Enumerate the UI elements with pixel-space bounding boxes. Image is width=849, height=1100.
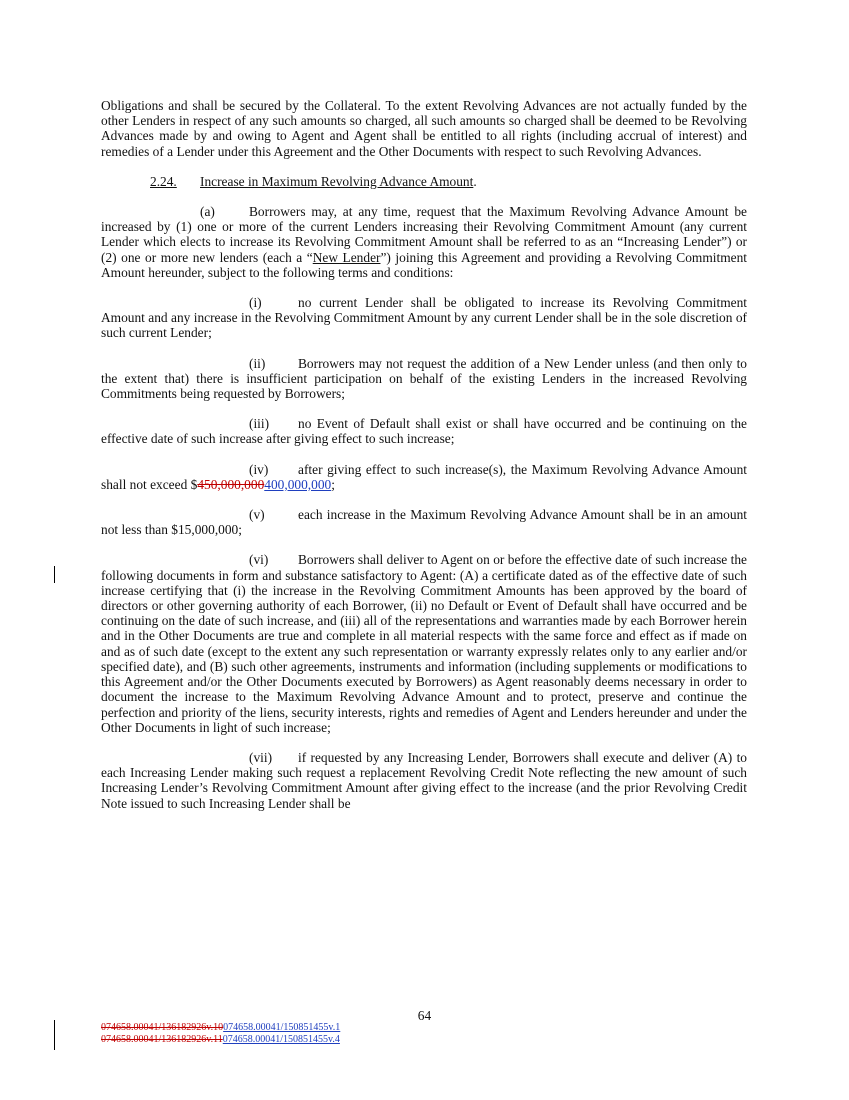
section-title-period: . — [473, 173, 477, 189]
item-v-label: (v) — [249, 507, 265, 523]
item-iv — [101, 462, 747, 492]
change-bar-footer — [54, 1020, 55, 1050]
paragraph-a-text-post: ”) joining this Agreement and providing a Revolving Commitment Amount hereunder, subject to the following terms and conditions: — [101, 249, 747, 280]
defined-term-new-lender: New Lender — [312, 249, 381, 265]
document-id-footer — [101, 1022, 340, 1046]
opening-paragraph: Obligations and shall be secured by the Collateral. To the extent Revolving Advances are not actually funded by the other Lenders in respect of any such amounts so charged, all such amounts so charged shall be deemed to be Revolving Advances made by and owing to Agent and Agent shall be entitled to all rights (including accrual of interest) and remedies of a Lender under this Agreement and the Other Documents with respect to such Revolving Advances. — [101, 98, 747, 159]
deleted-amount: 450,000,000 — [197, 476, 265, 492]
item-iii-text: no Event of Default shall exist or shall have occurred and be continuing on the effective date of such increase after giving effect to such increase; — [101, 416, 747, 447]
item-vii-label: (vii) — [249, 749, 273, 765]
item-iv-text-pre: after giving effect to such increase(s), the Maximum Revolving Advance Amount shall not exceed $ — [101, 461, 747, 492]
item-iii — [101, 416, 747, 446]
item-iv-label: (iv) — [249, 461, 269, 477]
document-id-line-2 — [101, 1034, 340, 1046]
item-ii-text: Borrowers may not request the addition of a New Lender unless (and then only to the extent that) there is insufficient participation on behalf of the existing Lenders in the increased Revolving Commitments being requested by Borrowers; — [101, 355, 747, 402]
document-id-deleted-2: 074658.00041/136182926v.11 — [101, 1034, 223, 1045]
page-number: 64 — [417, 1008, 432, 1023]
item-i-text: no current Lender shall be obligated to increase its Revolving Commitment Amount and any increase in the Revolving Commitment Amount by any current Lender shall be in the sole discretion of such current Lender; — [101, 295, 747, 341]
item-vi-text: Borrowers shall deliver to Agent on or before the effective date of such increase the following documents in form and substance satisfactory to Agent: (A) a certificate dated as of the effective date of such increase certifying that (i) the increase in the Revolving Commitment Amounts has been approved by the board of directors or other governing authority of each Borrower, (ii) no Default or Event of Default shall have occurred and be continuing on the date of such increase, and (iii) all of the representations and warranties made by each Borrower herein and in the Other Documents are true and complete in all material respects with the same force and effect as if made on and as of such date (except to the extent any such representation or warranty expressly relates only to any earlier and/or specified date), and (B) such other agreements, instruments and information (including supplements or modifications to this Agreement and/or the Other Documents executed by Borrowers) as Agent reasonably deems necessary in order to document the increase to the Maximum Revolving Advance Amount and to protect, preserve and continue the perfection and priority of the liens, security interests, rights and remedies of Agent and Lenders hereunder and under the Other Documents in light of such increase; — [101, 552, 747, 735]
document-body — [101, 98, 747, 811]
document-id-deleted-1: 074658.00041/136182926v.10 — [101, 1022, 224, 1033]
item-i — [101, 295, 747, 341]
item-ii — [101, 356, 747, 402]
item-ii-label: (ii) — [249, 355, 266, 371]
item-v-text: each increase in the Maximum Revolving Advance Amount shall be in an amount not less than $15,000,000; — [101, 507, 747, 538]
item-iv-text-post: ; — [331, 476, 335, 492]
item-vii-text: if requested by any Increasing Lender, Borrowers shall execute and deliver (A) to each Increasing Lender making such request a replacement Revolving Credit Note reflecting the new amount of such Increasing Lender’s Revolving Commitment Amount after giving effect to the increase (and the prior Revolving Credit Note issued to such Increasing Lender shall be — [101, 749, 747, 811]
paragraph-a — [101, 204, 747, 280]
paragraph-a-label: (a) — [200, 204, 215, 220]
item-vi — [101, 552, 747, 734]
item-vi-label: (vi) — [249, 552, 269, 568]
change-bar-amount — [54, 566, 55, 583]
section-number: 2.24. — [150, 173, 177, 189]
inserted-amount: 400,000,000 — [264, 476, 332, 492]
document-id-inserted-2: 074658.00041/150851455v.4 — [222, 1034, 340, 1045]
section-heading — [150, 174, 747, 189]
section-title: Increase in Maximum Revolving Advance Amount — [200, 173, 474, 189]
document-id-line-1 — [101, 1022, 340, 1034]
item-v — [101, 507, 747, 537]
item-vii — [101, 750, 747, 811]
item-i-label: (i) — [249, 295, 262, 311]
paragraph-a-text-pre: Borrowers may, at any time, request that the Maximum Revolving Advance Amount be increased by (1) one or more of the current Lenders increasing their Revolving Commitment Amount (any current Lender which elects to increase its Revolving Commitment Amount shall be referred to as an “Increasing Lender”) or (2) one or more new lenders (each a “ — [101, 204, 747, 265]
item-iii-label: (iii) — [249, 416, 270, 432]
document-id-inserted-1: 074658.00041/150851455v.1 — [223, 1022, 341, 1033]
